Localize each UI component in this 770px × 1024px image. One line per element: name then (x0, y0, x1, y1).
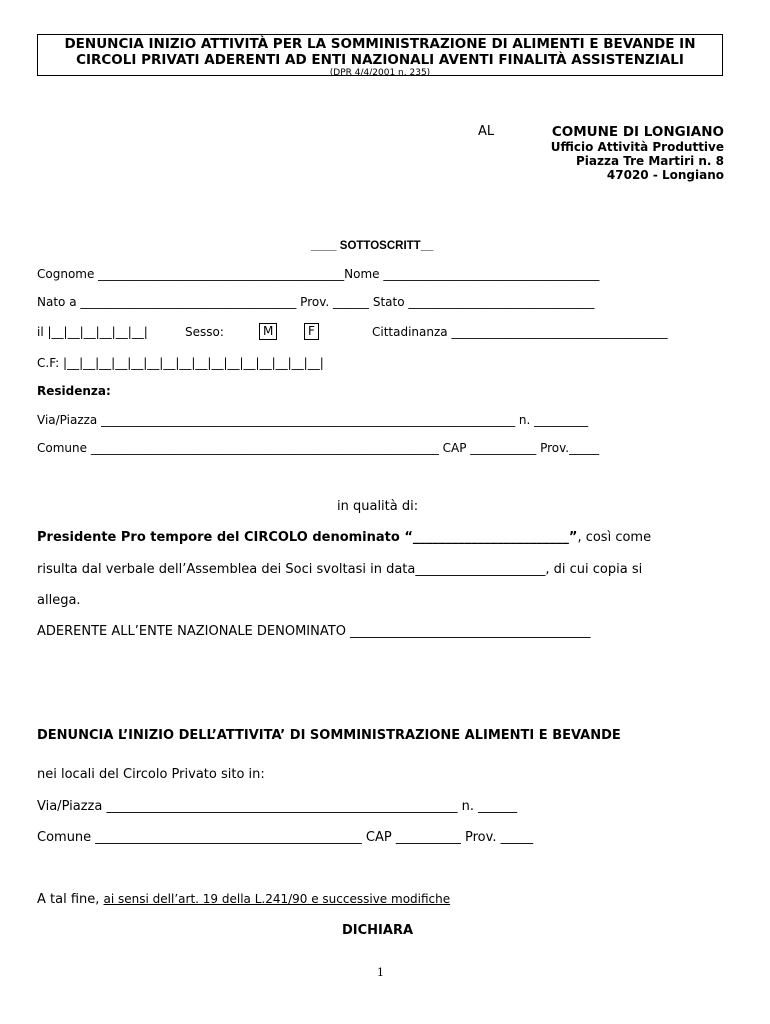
premises-text: nei locali del Circolo Privato sito in: (37, 767, 265, 782)
document-subtitle: (DPR 4/4/2001 n. 235) (329, 68, 431, 78)
member-entity-line: ADERENTE ALL’ENTE NAZIONALE DENOMINATO _____________________________________ (37, 624, 591, 639)
purpose-law-reference: ai sensi dell’art. 19 della L.241/90 e successive modifiche (103, 892, 451, 906)
signer-heading: ____ SOTTOSCRITT__ (311, 240, 434, 252)
recipient-office: Ufficio Attività Produttive (550, 140, 724, 154)
citizenship-line: Cittadinanza ____________________________________ (372, 325, 668, 339)
verbale-line: risulta dal verbale dell’Assemblea dei Soci svoltasi in data____________________, di cui copia si (37, 562, 643, 577)
birth-date-field: il |__|__|__|__|__|__| (37, 325, 148, 339)
document-title-line-2: CIRCOLI PRIVATI ADERENTI AD ENTI NAZIONALI AVENTI FINALITÀ ASSISTENZIALI (76, 52, 684, 68)
document-title-box (37, 34, 723, 76)
document-title-line-1: DENUNCIA INIZIO ATTIVITÀ PER LA SOMMINISTRAZIONE DI ALIMENTI E BEVANDE IN (64, 36, 696, 52)
surname-name-line: Cognome _________________________________________Nome ____________________________________ (37, 267, 600, 281)
residence-heading: Residenza: (37, 384, 111, 398)
purpose-line (37, 892, 450, 907)
recipient-prefix: AL (478, 124, 495, 139)
sex-m-checkbox[interactable] (259, 323, 277, 340)
declaration-heading: DENUNCIA L’INIZIO DELL’ATTIVITA’ DI SOMMINISTRAZIONE ALIMENTI E BEVANDE (37, 728, 621, 743)
recipient-city: 47020 - Longiano (606, 168, 724, 182)
dichiara-heading: DICHIARA (342, 923, 414, 938)
sex-f-label: F (304, 323, 319, 340)
birthplace-line: Nato a ____________________________________ Prov. ______ Stato _______________________________ (37, 295, 595, 309)
page-number: 1 (377, 966, 384, 979)
sex-m-label: M (259, 323, 277, 340)
premises-city-line: Comune _________________________________________ CAP __________ Prov. _____ (37, 830, 534, 845)
sex-label: Sesso: (185, 325, 224, 339)
president-bold-text: Presidente Pro tempore del CIRCOLO denominato “________________________” (37, 530, 578, 545)
sex-f-checkbox[interactable] (304, 323, 319, 340)
recipient-name: COMUNE DI LONGIANO (551, 124, 724, 140)
president-line (37, 530, 651, 545)
residence-city-line: Comune __________________________________________________________ CAP ___________ Prov._____ (37, 441, 600, 455)
recipient-street: Piazza Tre Martiri n. 8 (576, 154, 724, 168)
tax-code-field: C.F: |__|__|__|__|__|__|__|__|__|__|__|__|__|__|__|__| (37, 356, 324, 370)
quality-label: in qualità di: (337, 499, 419, 514)
residence-street-line: Via/Piazza _____________________________________________________________________ n. _________ (37, 413, 589, 427)
premises-street-line: Via/Piazza ______________________________________________________ n. ______ (37, 799, 518, 814)
president-rest-text: , così come (577, 530, 652, 545)
allega-text: allega. (37, 593, 81, 608)
purpose-prefix: A tal fine, (37, 892, 104, 907)
